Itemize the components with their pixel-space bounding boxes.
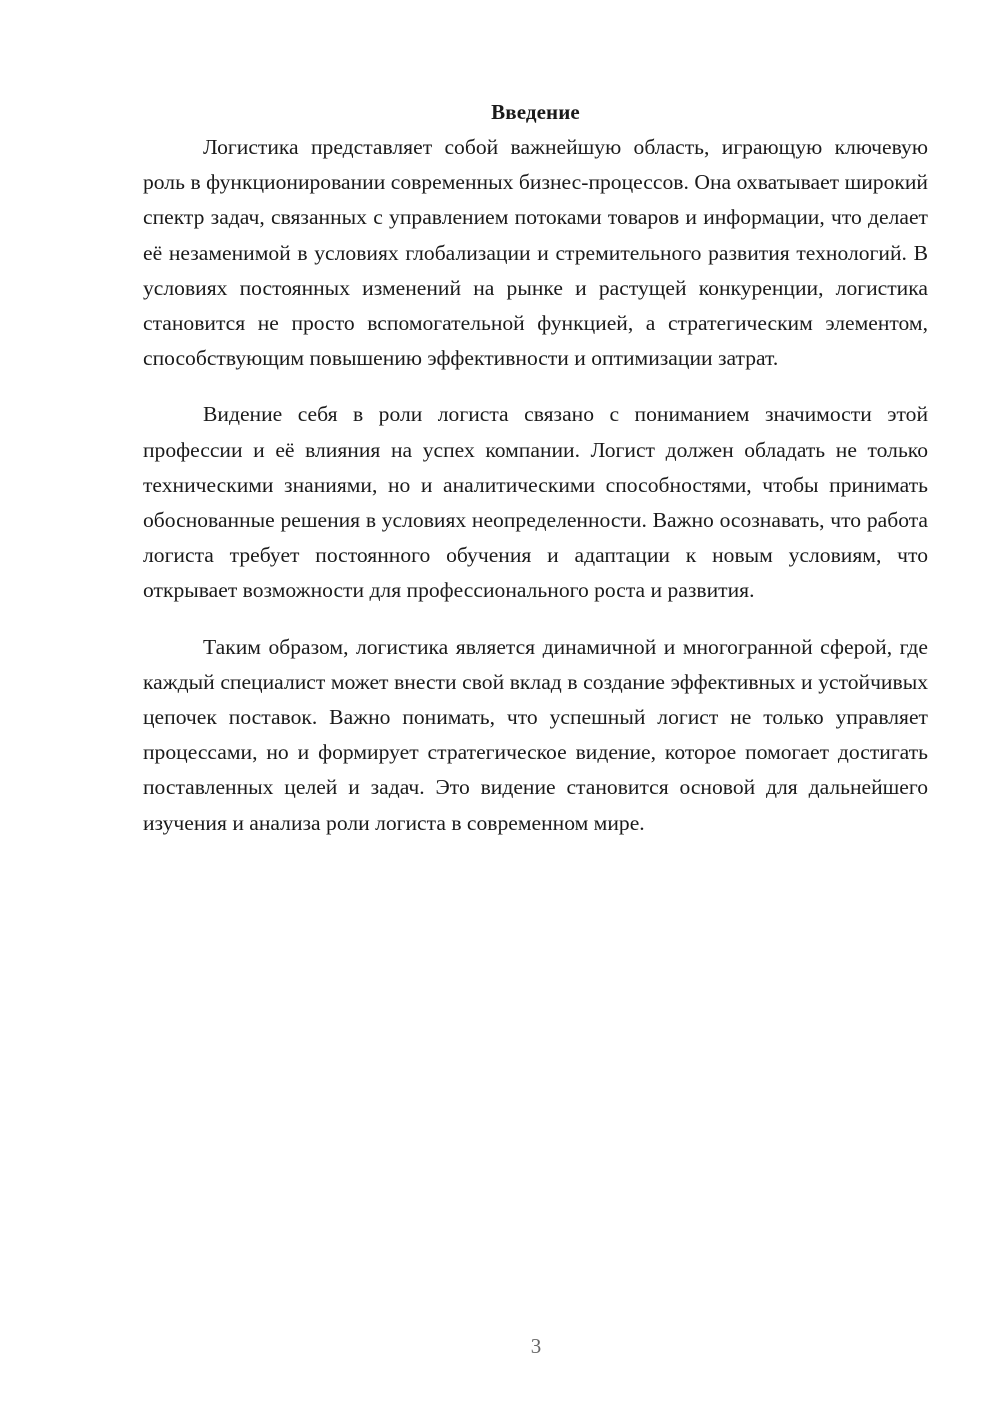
paragraph-3: Таким образом, логистика является динамичной и многогранной сферой, где каждый специалист может внести свой вклад в создание эффективных и устойчивых цепочек поставок. Важно понимать, что успешный логист не только управляет процессами, но и формирует стратегическое видение, которое помогает достигать поставленных целей и задач. Это видение становится основой для дальнейшего изучения и анализа роли логиста в современном мире. [143,634,928,835]
paragraph-1: Логистика представляет собой важнейшую область, играющую ключевую роль в функционировании современных бизнес-процессов. Она охватывает широкий спектр задач, связанных с управлением потоками товаров и информации, что делает её незаменимой в условиях глобализации и стремительного развития технологий. В условиях постоянных изменений на рынке и растущей конкуренции, логистика становится не просто вспомогательной функцией, а стратегическим элементом, способствующим повышению эффективности и оптимизации затрат. [143,135,928,371]
page-number: 3 [530,1334,542,1358]
section-heading: Введение [491,100,580,124]
paragraph-2: Видение себя в роли логиста связано с пониманием значимости этой профессии и её влияния на успех компании. Логист должен обладать не только техническими знаниями, но и аналитическими способностями, чтобы принимать обоснованные решения в условиях неопределенности. Важно осознавать, что работа логиста требует постоянного обучения и адаптации к новым условиям, что открывает возможности для профессионального роста и развития. [143,402,928,603]
page-content [143,95,928,841]
